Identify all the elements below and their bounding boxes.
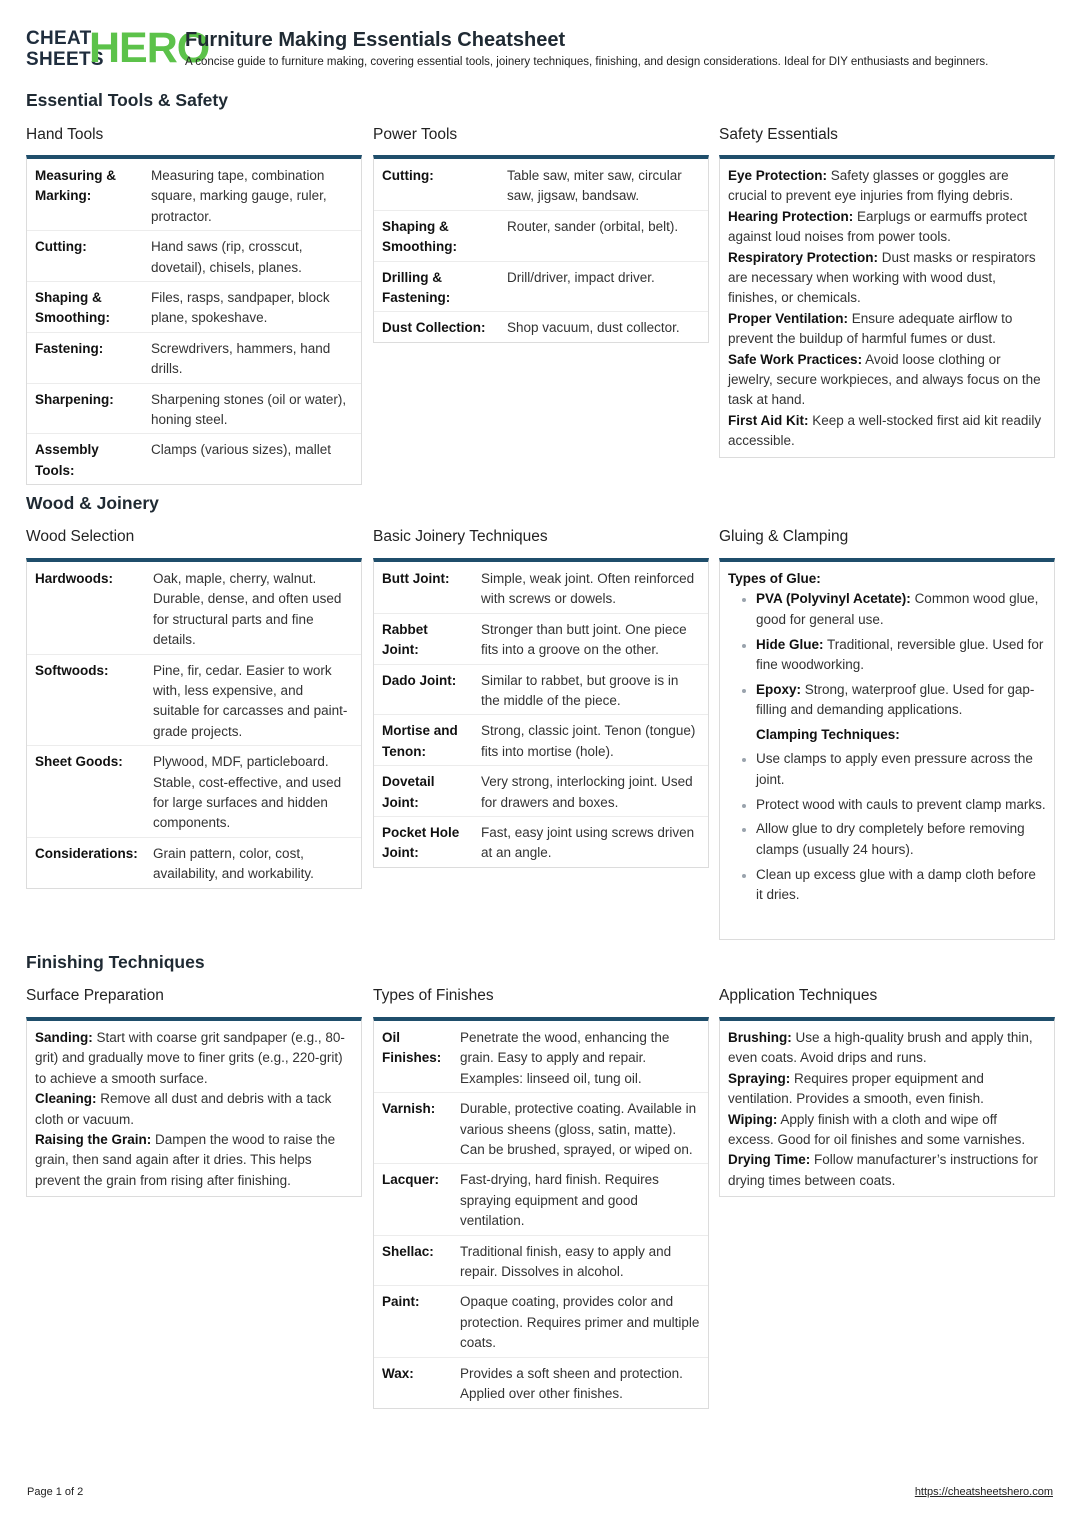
item-text: Remove all dust and debris with a tack cloth or vacuum. xyxy=(35,1091,332,1127)
item-label: Epoxy: xyxy=(756,681,802,697)
row-label: Sharpening: xyxy=(27,383,143,434)
page-title: Furniture Making Essentials Cheatsheet xyxy=(185,29,566,51)
table-row xyxy=(27,654,361,746)
clamping-list xyxy=(728,749,1046,905)
table-row xyxy=(374,766,708,817)
item-text: Avoid loose clothing or jewelry, secure workpieces, and always focus on the task at hand. xyxy=(728,351,1041,408)
row-label: Varnish: xyxy=(374,1093,452,1164)
row-value: Provides a soft sheen and protection. Applied over other finishes. xyxy=(452,1357,708,1407)
row-label: Paint: xyxy=(374,1286,452,1357)
table-row xyxy=(27,282,361,333)
item-label: PVA (Polyvinyl Acetate): xyxy=(756,591,911,607)
row-value: Sharpening stones (oil or water), honing steel. xyxy=(143,383,361,434)
item-text: Apply finish with a cloth and wipe off excess. Good for oil finishes and some varnishes. xyxy=(728,1111,1026,1148)
list-item xyxy=(756,680,1046,721)
gluing-title: Gluing & Clamping xyxy=(719,528,849,545)
list-item xyxy=(756,635,1046,676)
list-item xyxy=(728,166,1046,207)
gluing-content xyxy=(720,562,1054,915)
glue-types-heading: Types of Glue: xyxy=(728,571,821,586)
power-tools-card xyxy=(373,155,709,343)
table-row xyxy=(374,261,708,312)
hand-tools-table xyxy=(27,159,361,484)
item-text: Requires proper equipment and ventilation. Provides a smooth, even finish. xyxy=(728,1070,984,1107)
item-label: Brushing: xyxy=(728,1030,792,1045)
item-text: Use a high-quality brush and apply thin, even coats. Avoid drips and runs. xyxy=(728,1030,1033,1066)
table-row xyxy=(374,1164,708,1235)
table-row xyxy=(374,1286,708,1357)
logo-text-cheat: CHEAT xyxy=(26,28,92,49)
joinery-table xyxy=(374,562,708,867)
row-label: Shaping & Smoothing: xyxy=(374,210,499,261)
list-item xyxy=(756,589,1046,630)
list-item: • Use clamps to apply even pressure across the joint. xyxy=(756,749,1046,790)
item-label: Cleaning: xyxy=(35,1091,97,1107)
row-value: Strong, classic joint. Tenon (tongue) fits into mortise (hole). xyxy=(473,715,708,766)
row-value: Similar to rabbet, but groove is in the middle of the piece. xyxy=(473,664,708,715)
row-label: Dust Collection: xyxy=(374,312,499,342)
row-label: Lacquer: xyxy=(374,1164,452,1235)
row-label: Considerations: xyxy=(27,837,145,887)
wood-selection-title: Wood Selection xyxy=(26,528,135,545)
row-label: Dado Joint: xyxy=(374,664,473,715)
row-value: Fast, easy joint using screws driven at an angle. xyxy=(473,817,708,867)
table-row xyxy=(374,1021,708,1093)
row-label: Assembly Tools: xyxy=(27,434,143,484)
row-label: Sheet Goods: xyxy=(27,746,145,838)
table-row xyxy=(27,383,361,434)
list-item xyxy=(728,1150,1046,1191)
table-row xyxy=(374,1235,708,1286)
hand-tools-title: Hand Tools xyxy=(26,126,104,143)
row-label: Shaping & Smoothing: xyxy=(27,282,143,333)
joinery-card xyxy=(373,558,709,868)
item-text: Ensure adequate airflow to prevent the buildup of harmful fumes or dust. xyxy=(728,310,1013,347)
table-row xyxy=(27,746,361,838)
item-label: Raising the Grain: xyxy=(35,1132,152,1148)
row-value: Durable, protective coating. Available in various sheens (gloss, satin, matte). Can be brushed, sprayed, or wiped on. xyxy=(452,1093,708,1164)
row-value: Very strong, interlocking joint. Used for drawers and boxes. xyxy=(473,766,708,817)
row-value: Stronger than butt joint. One piece fits into a groove on the other. xyxy=(473,613,708,664)
list-item xyxy=(35,1028,353,1089)
row-label: Softwoods: xyxy=(27,654,145,746)
item-label: Spraying: xyxy=(728,1070,791,1086)
row-value: Clamps (various sizes), mallet xyxy=(143,434,361,484)
finish-types-card xyxy=(373,1017,709,1409)
list-item xyxy=(728,207,1046,248)
row-label: Rabbet Joint: xyxy=(374,613,473,664)
row-value: Simple, weak joint. Often reinforced with screws or dowels. xyxy=(481,571,695,607)
row-value: Pine, fir, cedar. Easier to work with, less expensive, and suitable for carcasses and paint-grade projects. xyxy=(145,654,361,746)
row-value: Files, rasps, sandpaper, block plane, spokeshave. xyxy=(143,282,361,333)
item-text: Traditional, reversible glue. Used for fine woodworking. xyxy=(756,636,1044,673)
page-subtitle: A concise guide to furniture making, covering essential tools, joinery techniques, finishing, and design considerations. Ideal for DIY enthusiasts and beginners. xyxy=(185,56,989,68)
item-label: Respiratory Protection: xyxy=(728,249,879,265)
row-label: Oil Finishes: xyxy=(382,1030,442,1066)
power-tools-title: Power Tools xyxy=(373,126,458,143)
row-value: Penetrate the wood, enhancing the grain. Easy to apply and repair. Examples: linseed oil, tung oil. xyxy=(460,1030,670,1086)
logo-text-sheets: SHEETS xyxy=(26,49,104,70)
glue-types-list xyxy=(728,589,1046,720)
table-row xyxy=(374,312,708,342)
row-value: Hand saws (rip, crosscut, dovetail), chisels, planes. xyxy=(143,231,361,282)
item-label: Safe Work Practices: xyxy=(728,351,863,367)
item-text: Safety glasses or goggles are crucial to prevent eye injuries from flying debris. xyxy=(728,168,1014,204)
row-label: Dovetail Joint: xyxy=(374,766,473,817)
item-label: Drying Time: xyxy=(728,1152,811,1168)
row-label: Pocket Hole Joint: xyxy=(374,817,473,867)
wood-selection-table xyxy=(27,562,361,888)
list-item xyxy=(35,1089,353,1130)
list-item xyxy=(35,1130,353,1191)
item-label: Proper Ventilation: xyxy=(728,310,849,326)
row-value: Router, sander (orbital, belt). xyxy=(499,210,708,261)
row-value: Drill/driver, impact driver. xyxy=(499,261,708,312)
table-row xyxy=(374,159,708,210)
row-label: Measuring & Marking: xyxy=(35,168,117,204)
row-value: Plywood, MDF, particleboard. Stable, cost-effective, and used for large surfaces and hidden components. xyxy=(145,746,361,838)
row-value: Table saw, miter saw, circular saw, jigsaw, bandsaw. xyxy=(507,168,682,204)
section-title-wood: Wood & Joinery xyxy=(26,493,159,513)
finish-types-table xyxy=(374,1021,708,1408)
item-label: Sanding: xyxy=(35,1030,93,1045)
item-label: First Aid Kit: xyxy=(728,412,809,428)
row-label: Wax: xyxy=(374,1357,452,1407)
item-text: Keep a well-stocked first aid kit readily accessible. xyxy=(728,412,1042,449)
row-value: Fast-drying, hard finish. Requires spraying equipment and good ventilation. xyxy=(452,1164,708,1235)
list-item xyxy=(728,411,1046,452)
row-label: Shellac: xyxy=(374,1235,452,1286)
item-label: Hearing Protection: xyxy=(728,208,854,224)
row-value: Grain pattern, color, cost, availability, and workability. xyxy=(145,837,361,887)
surface-prep-list xyxy=(27,1021,361,1196)
list-item xyxy=(728,1028,1046,1069)
table-row xyxy=(374,210,708,261)
table-row xyxy=(27,434,361,484)
safety-title: Safety Essentials xyxy=(719,126,838,143)
row-label: Mortise and Tenon: xyxy=(374,715,473,766)
table-row xyxy=(374,1357,708,1407)
table-row xyxy=(27,159,361,231)
section-title-finishing: Finishing Techniques xyxy=(26,952,205,972)
table-row xyxy=(374,1093,708,1164)
table-row xyxy=(27,332,361,383)
item-label: Eye Protection: xyxy=(728,168,828,183)
page-number: Page 1 of 2 xyxy=(27,1486,84,1498)
row-label: Hardwoods: xyxy=(35,571,114,586)
list-item: • Clean up excess glue with a damp cloth before it dries. xyxy=(756,865,1046,906)
table-row xyxy=(374,613,708,664)
row-value: Traditional finish, easy to apply and repair. Dissolves in alcohol. xyxy=(452,1235,708,1286)
wood-selection-card xyxy=(26,558,362,889)
surface-prep-card xyxy=(26,1017,362,1197)
row-label: Cutting: xyxy=(27,231,143,282)
row-value: Oak, maple, cherry, walnut. Durable, dense, and often used for structural parts and fine details. xyxy=(153,571,342,648)
list-item xyxy=(728,1069,1046,1110)
item-label: Wiping: xyxy=(728,1111,778,1127)
surface-prep-title: Surface Preparation xyxy=(26,987,164,1004)
application-list xyxy=(720,1021,1054,1196)
row-value: Measuring tape, combination square, marking gauge, ruler, protractor. xyxy=(151,168,327,224)
list-item: • Allow glue to dry completely before removing clamps (usually 24 hours). xyxy=(756,819,1046,860)
item-text: Dust masks or respirators are necessary when working with wood dust, finishes, or chemicals. xyxy=(728,249,1036,306)
finish-types-title: Types of Finishes xyxy=(373,987,494,1004)
row-value: Shop vacuum, dust collector. xyxy=(499,312,708,342)
table-row xyxy=(374,664,708,715)
row-label: Butt Joint: xyxy=(382,571,450,586)
item-text: Follow manufacturer’s instructions for drying times between coats. xyxy=(728,1152,1038,1188)
table-row xyxy=(374,817,708,867)
item-label: Hide Glue: xyxy=(756,636,824,652)
table-row xyxy=(374,715,708,766)
site-link[interactable]: https://cheatsheetshero.com xyxy=(914,1486,1053,1498)
cheatsheetshero-logo[interactable] xyxy=(26,24,210,73)
table-row xyxy=(27,837,361,887)
clamping-heading: Clamping Techniques: xyxy=(756,727,900,743)
table-row xyxy=(27,231,361,282)
row-value: Opaque coating, provides color and protection. Requires primer and multiple coats. xyxy=(452,1286,708,1357)
safety-list xyxy=(720,159,1054,457)
section-title-tools: Essential Tools & Safety xyxy=(26,90,228,110)
application-card xyxy=(719,1017,1055,1197)
logo-text-hero: HERO xyxy=(89,24,210,72)
row-label: Drilling & Fastening: xyxy=(374,261,499,312)
item-text: Common wood glue, good for general use. xyxy=(756,591,1039,627)
hand-tools-card xyxy=(26,155,362,485)
list-item xyxy=(728,350,1046,411)
list-item xyxy=(728,248,1046,309)
list-item xyxy=(728,309,1046,350)
table-row xyxy=(374,562,708,613)
row-value: Screwdrivers, hammers, hand drills. xyxy=(143,332,361,383)
row-label: Cutting: xyxy=(382,168,434,183)
joinery-title: Basic Joinery Techniques xyxy=(373,528,548,545)
list-item: • Protect wood with cauls to prevent clamp marks. xyxy=(756,795,1046,815)
safety-card xyxy=(719,155,1055,458)
list-item xyxy=(728,1110,1046,1151)
item-text: Earplugs or earmuffs protect against loud noises from power tools. xyxy=(728,208,1028,245)
gluing-card xyxy=(719,558,1055,940)
power-tools-table xyxy=(374,159,708,342)
item-text: Dampen the wood to raise the grain, then sand again after it dries. This helps prevent the grain from rising after finishing. xyxy=(35,1132,336,1188)
item-text: Start with coarse grit sandpaper (e.g., 80-grit) and gradually move to finer grits (e.g., 220-grit) to achieve a smooth surface. xyxy=(35,1030,345,1086)
application-title: Application Techniques xyxy=(719,987,878,1004)
row-label: Fastening: xyxy=(27,332,143,383)
table-row xyxy=(27,562,361,654)
item-text: Strong, waterproof glue. Used for gap-filling and demanding applications. xyxy=(756,681,1035,718)
page-header xyxy=(26,24,1066,73)
